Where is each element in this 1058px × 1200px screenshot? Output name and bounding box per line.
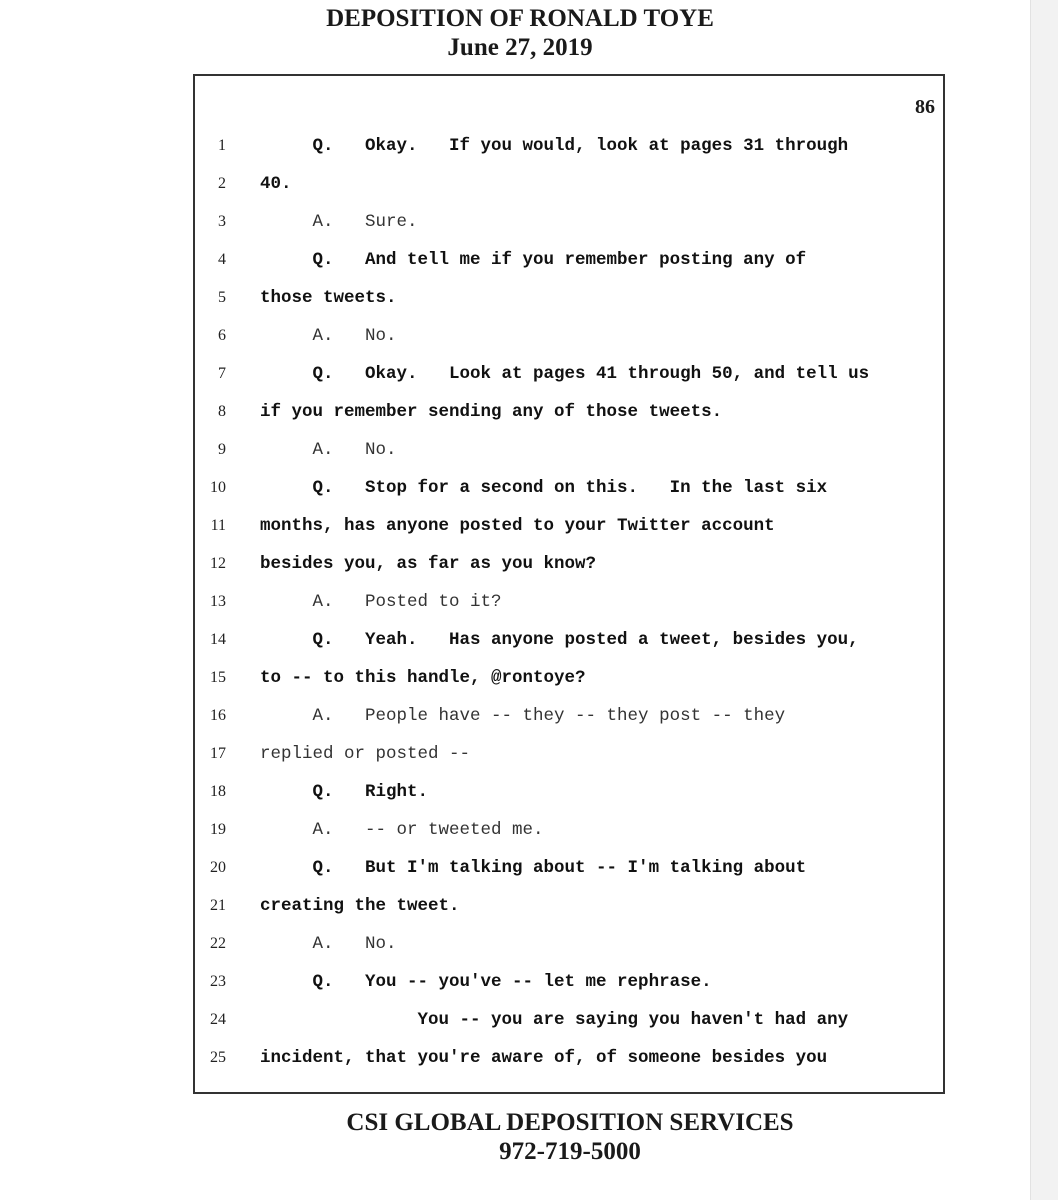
line-number: 23 bbox=[210, 973, 226, 990]
line-text: Q. Okay. Look at pages 41 through 50, and tell us bbox=[260, 364, 870, 384]
deposition-date: June 27, 2019 bbox=[447, 34, 593, 61]
line-text: besides you, as far as you know? bbox=[260, 554, 597, 574]
transcript-line bbox=[0, 737, 1040, 775]
line-number: 7 bbox=[218, 365, 226, 382]
line-text: Q. You -- you've -- let me rephrase. bbox=[260, 972, 712, 992]
line-number: 10 bbox=[210, 479, 226, 496]
line-text: if you remember sending any of those tweets. bbox=[260, 402, 723, 422]
line-text: A. People have -- they -- they post -- they bbox=[260, 706, 786, 726]
transcript-line bbox=[0, 433, 1040, 471]
line-text: months, has anyone posted to your Twitter account bbox=[260, 516, 775, 536]
transcript-line bbox=[0, 167, 1040, 205]
line-text: 40. bbox=[260, 174, 292, 194]
line-number: 13 bbox=[210, 593, 226, 610]
deposition-title: DEPOSITION OF RONALD TOYE bbox=[326, 5, 714, 32]
line-number: 2 bbox=[218, 175, 226, 192]
transcript-line bbox=[0, 281, 1040, 319]
line-number: 15 bbox=[210, 669, 226, 686]
transcript-line bbox=[0, 547, 1040, 585]
transcript-line bbox=[0, 395, 1040, 433]
line-text: A. Posted to it? bbox=[260, 592, 502, 612]
transcript-lines bbox=[0, 129, 1040, 1079]
transcript-line bbox=[0, 889, 1040, 927]
line-text: Q. And tell me if you remember posting any of bbox=[260, 250, 807, 270]
line-number: 11 bbox=[210, 517, 226, 534]
line-number: 24 bbox=[210, 1011, 226, 1028]
line-number: 18 bbox=[210, 783, 226, 800]
transcript-line bbox=[0, 357, 1040, 395]
line-text: A. -- or tweeted me. bbox=[260, 820, 544, 840]
transcript-line bbox=[0, 243, 1040, 281]
document-footer bbox=[0, 1108, 1058, 1166]
line-text: A. No. bbox=[260, 934, 397, 954]
line-number: 12 bbox=[210, 555, 226, 572]
line-text: replied or posted -- bbox=[260, 744, 471, 764]
line-number: 19 bbox=[210, 821, 226, 838]
transcript-line bbox=[0, 509, 1040, 547]
transcript-line bbox=[0, 129, 1040, 167]
line-number: 14 bbox=[210, 631, 226, 648]
line-number: 20 bbox=[210, 859, 226, 876]
line-number: 21 bbox=[210, 897, 226, 914]
line-text: A. Sure. bbox=[260, 212, 418, 232]
line-text: Q. Yeah. Has anyone posted a tweet, besides you, bbox=[260, 630, 859, 650]
transcript-line bbox=[0, 775, 1040, 813]
line-number: 8 bbox=[218, 403, 226, 420]
transcript-line bbox=[0, 661, 1040, 699]
line-text: You -- you are saying you haven't had any bbox=[260, 1010, 849, 1030]
transcript-line bbox=[0, 699, 1040, 737]
line-number: 16 bbox=[210, 707, 226, 724]
transcript-line bbox=[0, 585, 1040, 623]
document-header bbox=[0, 4, 1040, 62]
transcript-line bbox=[0, 623, 1040, 661]
line-text: to -- to this handle, @rontoye? bbox=[260, 668, 586, 688]
line-number: 3 bbox=[218, 213, 226, 230]
footer-phone: 972-719-5000 bbox=[499, 1138, 641, 1165]
transcript-line bbox=[0, 319, 1040, 357]
line-text: creating the tweet. bbox=[260, 896, 460, 916]
transcript-line bbox=[0, 471, 1040, 509]
transcript-line bbox=[0, 851, 1040, 889]
transcript-line bbox=[0, 965, 1040, 1003]
transcript-line bbox=[0, 927, 1040, 965]
line-number: 17 bbox=[210, 745, 226, 762]
transcript-line bbox=[0, 1041, 1040, 1079]
line-text: A. No. bbox=[260, 440, 397, 460]
line-text: Q. Okay. If you would, look at pages 31 through bbox=[260, 136, 849, 156]
line-text: Q. But I'm talking about -- I'm talking about bbox=[260, 858, 807, 878]
line-number: 4 bbox=[218, 251, 226, 268]
line-text: those tweets. bbox=[260, 288, 397, 308]
footer-company: CSI GLOBAL DEPOSITION SERVICES bbox=[346, 1109, 794, 1136]
line-number: 22 bbox=[210, 935, 226, 952]
line-number: 9 bbox=[218, 441, 226, 458]
line-number: 5 bbox=[218, 289, 226, 306]
page-number: 86 bbox=[915, 96, 935, 118]
transcript-line bbox=[0, 813, 1040, 851]
line-text: A. No. bbox=[260, 326, 397, 346]
line-text: Q. Right. bbox=[260, 782, 429, 802]
line-number: 25 bbox=[210, 1049, 226, 1066]
transcript-line bbox=[0, 205, 1040, 243]
transcript-line bbox=[0, 1003, 1040, 1041]
line-number: 1 bbox=[218, 137, 226, 154]
line-number: 6 bbox=[218, 327, 226, 344]
line-text: Q. Stop for a second on this. In the last six bbox=[260, 478, 828, 498]
line-text: incident, that you're aware of, of someone besides you bbox=[260, 1048, 828, 1068]
